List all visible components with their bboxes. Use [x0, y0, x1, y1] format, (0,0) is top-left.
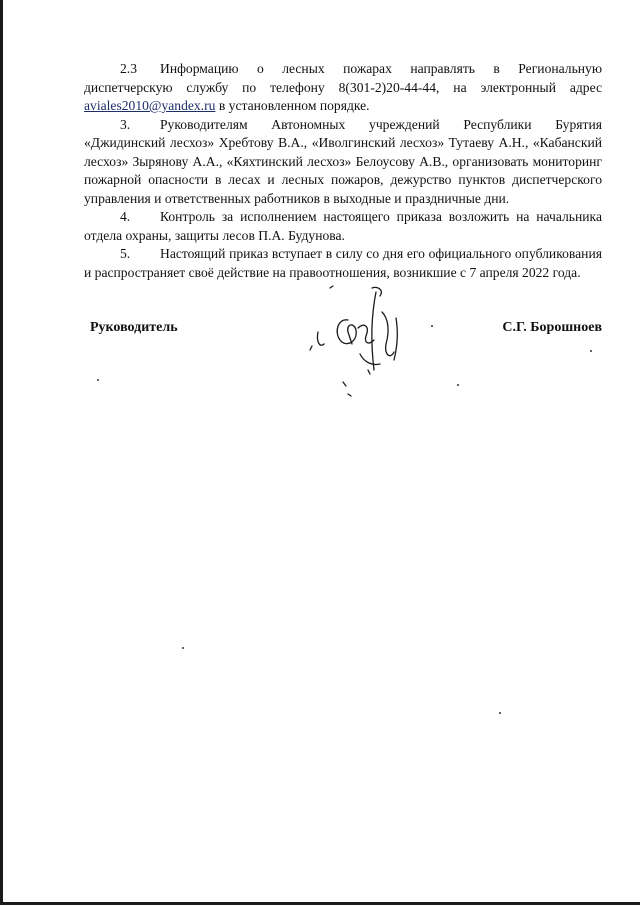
paragraph-number: 5. — [120, 246, 131, 261]
document-body — [84, 60, 602, 282]
paragraph-text: Настоящий приказ вступает в силу со дня его официального опубликования и распространяет своё действие на правоотношения, возникшие с 7 апреля 2022 года. — [84, 246, 602, 280]
scan-speck — [499, 712, 501, 714]
paragraph-4 — [84, 208, 602, 245]
scan-edge-left — [0, 0, 3, 905]
paragraph-text: Контроль за исполнением настоящего приказа возложить на начальника отдела охраны, защиты лесов П.А. Будунова. — [84, 209, 602, 243]
paragraph-text: Информацию о лесных пожарах направлять в Региональную диспетчерскую службу по телефону 8(301-2)20-44-44, на электронный адрес — [84, 61, 602, 95]
scan-speck — [431, 325, 433, 327]
scan-speck — [590, 350, 592, 352]
email-link[interactable]: aviales2010@yandex.ru — [84, 98, 216, 113]
scan-speck — [97, 379, 99, 381]
scan-speck — [182, 647, 184, 649]
paragraph-number: 3. — [120, 116, 131, 132]
paragraph-3 — [84, 116, 602, 209]
paragraph-text: Руководителям Автономных учреждений Республики Бурятия «Джидинский лесхоз» Хребтову В.А., «Иволгинский лесхоз» Тутаеву А.Н., «Кабанский лесхоз» Зырянову А.А., «Кяхтинский лесхоз» Белоусову А.В., организовать мониторинг пожарной опасности в лесах и лесных пожаров, дежурство пунктов диспетчерского управления и ответственных работников в выходные и праздничные дни. — [84, 116, 602, 206]
signer-name: С.Г. Борошноев — [502, 320, 602, 335]
handwritten-signature — [298, 282, 448, 412]
signer-role: Руководитель — [90, 320, 178, 335]
paragraph-5 — [84, 245, 602, 282]
paragraph-2-3 — [84, 60, 602, 116]
paragraph-number: 2.3 — [120, 61, 137, 76]
paragraph-text-end: в установленном порядке. — [215, 98, 370, 113]
paragraph-number: 4. — [120, 209, 131, 224]
scan-speck — [457, 384, 459, 386]
